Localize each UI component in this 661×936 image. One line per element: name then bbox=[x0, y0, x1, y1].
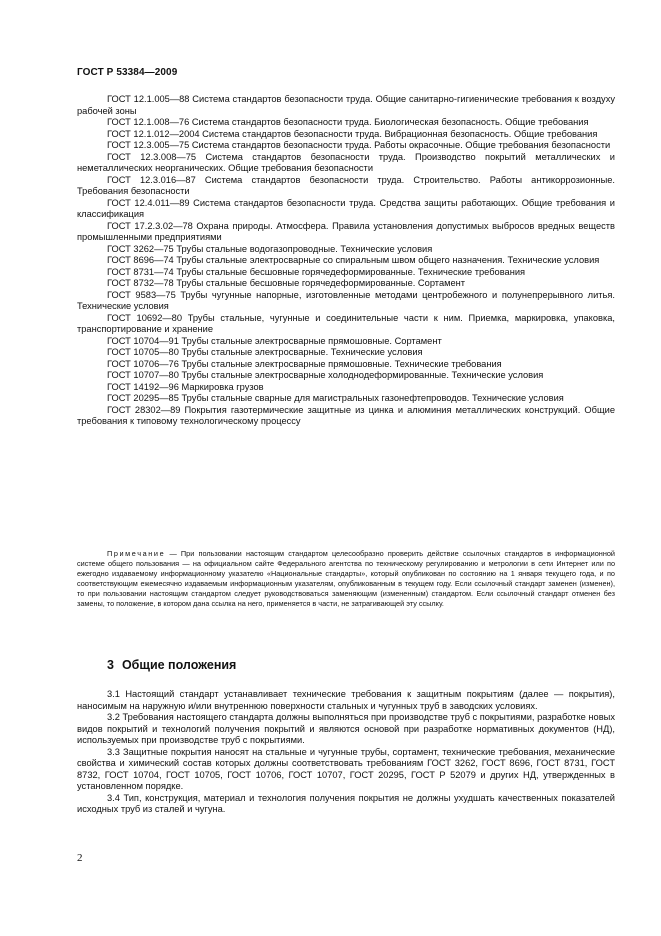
clause-item: 3.3 Защитные покрытия наносят на стальные и чугунные трубы, сортамент, технические требования, механические свойства и химический состав которых должны соответствовать требованиям ГОСТ 3262, ГОСТ 8696, ГОСТ 8731, ГОСТ 8732, ГОСТ 10704, ГОСТ 10705, ГОСТ 10706, ГОСТ 10707, ГОСТ 20295, ГОСТ Р 52079 и других НД, утвержденных в установленном порядке. bbox=[77, 746, 615, 791]
clause-item: 3.1 Настоящий стандарт устанавливает технические требования к защитным покрытиям (далее — покрытия), наносимым на наружную и/или внутреннюю поверхности стальных и чугунных труб в заводских условиях. bbox=[77, 689, 615, 711]
reference-item: ГОСТ 10707—80 Трубы стальные электросварные холоднодеформированные. Технические условия bbox=[107, 370, 544, 380]
reference-item: ГОСТ 12.3.005—75 Система стандартов безопасности труда. Работы окрасочные. Общие требования безопасности bbox=[107, 140, 611, 150]
note-paragraph bbox=[77, 549, 615, 610]
reference-item: ГОСТ 10705—80 Трубы стальные электросварные. Технические условия bbox=[107, 347, 423, 357]
section-title: Общие положения bbox=[121, 658, 237, 672]
normative-references-list bbox=[77, 94, 615, 428]
reference-item: ГОСТ 12.1.005—88 Система стандартов безопасности труда. Общие санитарно-гигиенические требования к воздуху рабочей зоны bbox=[77, 94, 615, 116]
reference-item: ГОСТ 8696—74 Трубы стальные электросварные со спиральным швом общего назначения. Технические условия bbox=[107, 255, 600, 265]
reference-item: ГОСТ 9583—75 Трубы чугунные напорные, изготовленные методами центробежного и полунепрерывного литья. Технические условия bbox=[77, 289, 615, 311]
clauses-list bbox=[77, 689, 615, 816]
clause-item: 3.4 Тип, конструкция, материал и технология получения покрытия не должны ухудшать качественных показателей исходных труб из сталей и чугуна. bbox=[77, 792, 615, 814]
reference-item: ГОСТ 10692—80 Трубы стальные, чугунные и соединительные части к ним. Приемка, маркировка, упаковка, транспортирование и хранение bbox=[77, 312, 615, 334]
section-heading bbox=[107, 658, 236, 672]
reference-item: ГОСТ 3262—75 Трубы стальные водогазопроводные. Технические условия bbox=[107, 243, 433, 254]
note-text: — При пользовании настоящим стандартом целесообразно проверить действие ссылочных стандартов в информационной системе общего пользования — на официальном сайте Федерального агентства по техническому регулированию и метрологии в сети Интернет или по ежегодно издаваемому информационному указателю «Национальные стандарты», который опубликован по состоянию на 1 января текущего года, и по соответствующим ежемесячно издаваемым информационным указателям, опубликованным в текущем году. Если ссылочный стандарт заменен (изменен), то при пользовании настоящим стандартом следует руководствоваться заменяющим (измененным) стандартом. Если ссылочный стандарт отменен без замены, то положение, в котором дана ссылка на него, применяется в части, не затрагивающей эту ссылку. bbox=[77, 549, 615, 609]
reference-item: ГОСТ 28302—89 Покрытия газотермические защитные из цинка и алюминия металлических конструкций. Общие требования к типовому технологическому процессу bbox=[77, 404, 615, 426]
reference-item: ГОСТ 12.3.016—87 Система стандартов безопасности труда. Строительство. Работы антикоррозионные. Требования безопасности bbox=[77, 174, 615, 196]
reference-item: ГОСТ 12.1.008—76 Система стандартов безопасности труда. Биологическая безопасность. Общие требования bbox=[107, 117, 589, 127]
note-label: Примечание bbox=[107, 549, 166, 558]
reference-item: ГОСТ 12.1.012—2004 Система стандартов безопасности труда. Вибрационная безопасность. Общие требования bbox=[107, 128, 598, 139]
reference-item: ГОСТ 12.4.011—89 Система стандартов безопасности труда. Средства защиты работающих. Общие требования и классификация bbox=[77, 197, 615, 219]
reference-item: ГОСТ 8731—74 Трубы стальные бесшовные горячедеформированные. Технические требования bbox=[107, 266, 526, 277]
reference-item: ГОСТ 12.3.008—75 Система стандартов безопасности труда. Производство покрытий металлических и неметаллических неорганических. Общие требования безопасности bbox=[77, 151, 615, 173]
reference-item: ГОСТ 17.2.3.02—78 Охрана природы. Атмосфера. Правила установления допустимых выбросов вредных веществ промышленными предприятиями bbox=[77, 220, 615, 242]
reference-item: ГОСТ 8732—78 Трубы стальные бесшовные горячедеформированные. Сортамент bbox=[107, 278, 466, 288]
page-number: 2 bbox=[77, 852, 83, 864]
reference-item: ГОСТ 10706—76 Трубы стальные электросварные прямошовные. Технические требования bbox=[107, 358, 502, 369]
reference-item: ГОСТ 20295—85 Трубы стальные сварные для магистральных газонефтепроводов. Технические условия bbox=[107, 393, 564, 403]
section-number: 3 bbox=[107, 658, 114, 672]
clause-item: 3.2 Требования настоящего стандарта должны выполняться при производстве труб с покрытиями, разработке новых видов покрытий и технологий получения покрытий и являются основой при разработке нормативных документов (НД), используемых при производстве труб с покрытиями. bbox=[77, 712, 615, 745]
document-id: ГОСТ Р 53384—2009 bbox=[77, 67, 178, 78]
reference-item: ГОСТ 10704—91 Трубы стальные электросварные прямошовные. Сортамент bbox=[107, 335, 442, 346]
reference-item: ГОСТ 14192—96 Маркировка грузов bbox=[107, 381, 264, 392]
